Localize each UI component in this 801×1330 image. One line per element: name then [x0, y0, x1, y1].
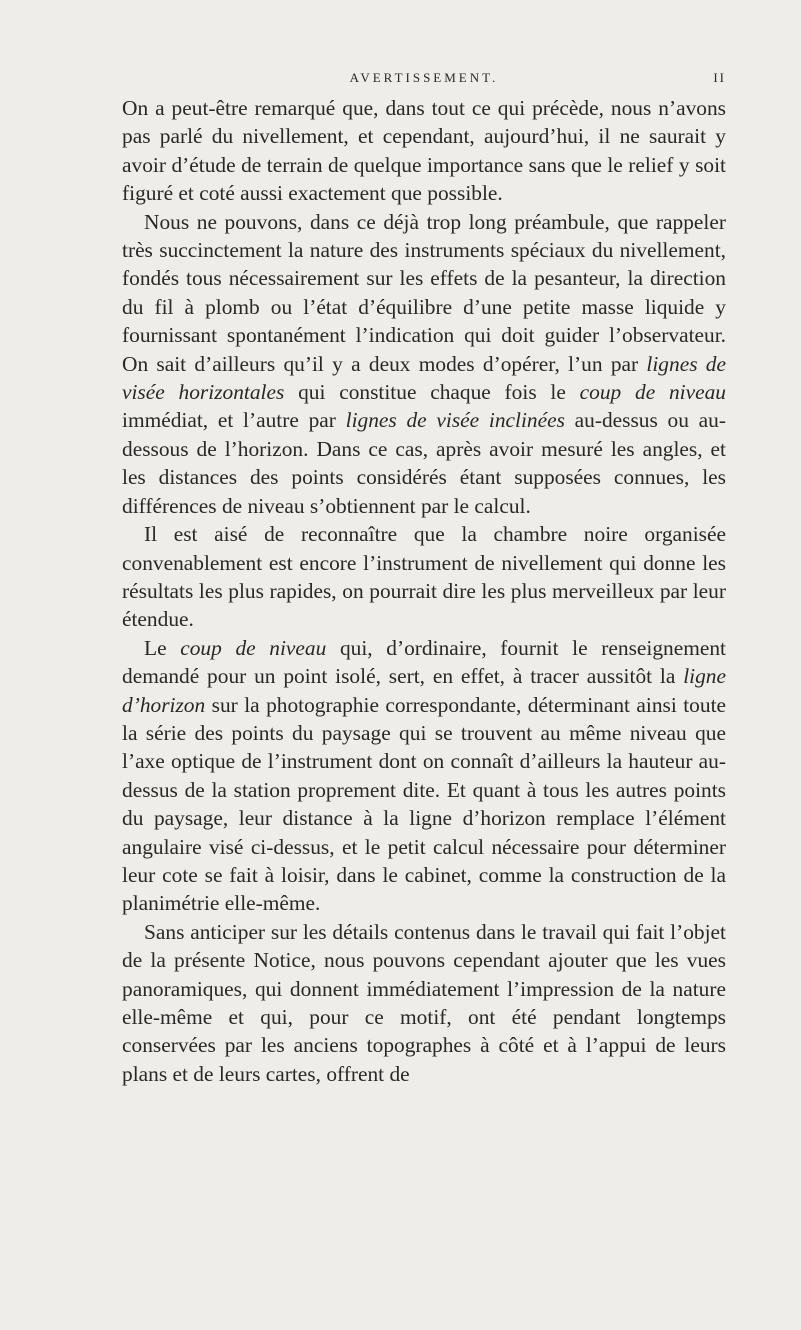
paragraph — [122, 520, 726, 634]
text-run: sur la photographie correspondante, déterminant ainsi toute la série des points du paysage qui se trouvent au même niveau que l’axe optique de l’instrument dont on connaît d’ailleurs la hauteur au-dessus de la station proprement dite. Et quant à tous les autres points du paysage, leur distance à la ligne d’horizon remplace l’élément angulaire visé ci-dessus, et le petit calcul nécessaire pour déterminer leur cote se fait à loisir, dans le cabinet, comme la construction de la planimétrie elle-même. — [122, 692, 726, 916]
italic-term: lignes de visée horizontales — [122, 351, 726, 405]
text-run: On a peut-être remarqué que, dans tout ce qui précède, nous n’avons pas parlé du nivellement, et cependant, aujourd’hui, il ne saurait y avoir d’étude de terrain de quelque importance sans que le relief y soit figuré et coté aussi exactement que possible. — [122, 96, 726, 206]
paragraph — [122, 94, 726, 208]
text-run: Nous ne pouvons, dans ce déjà trop long préambule, que rappeler très succinctement la nature des instruments spéciaux du nivellement, fondés tous nécessairement sur les effets de la pesanteur, la direction du fil à plomb ou l’état d’équilibre d’une petite masse liquide y fournissant spontanément l’indication qui doit guider l’observateur. On sait d’ailleurs qu’il y a deux modes d’opérer, l’un par — [122, 209, 726, 376]
paragraph — [122, 634, 726, 918]
text-run: immédiat, et l’autre par — [122, 408, 346, 433]
body-text — [122, 94, 726, 1088]
text-run: qui, d’ordinaire, fournit le renseignement demandé pour un point isolé, sert, en effet, à tracer aussitôt la — [122, 635, 726, 689]
italic-term: coup de niveau — [180, 635, 327, 660]
italic-term: lignes de visée inclinées — [345, 408, 565, 433]
page-header — [122, 70, 726, 90]
italic-term: coup de niveau — [579, 380, 727, 405]
text-run: au-dessus ou au-dessous de l’horizon. Dans ce cas, après avoir mesuré les angles, et les distances des points considérés étant supposées connues, les différences de niveau s’obtiennent par le calcul. — [122, 408, 726, 518]
text-run: Sans anticiper sur les détails contenus dans le travail qui fait l’objet de la présente Notice, nous pouvons cependant ajouter que les vues panoramiques, qui donnent immédiatement l’impression de la nature elle-même et qui, pour ce motif, ont été pendant longtemps conservées par les anciens topographes à côté et à l’appui de leurs plans et de leurs cartes, offrent de — [122, 919, 726, 1086]
text-run: qui constitue chaque fois le — [284, 380, 580, 405]
paragraph — [122, 208, 726, 520]
italic-term: ligne d’horizon — [122, 664, 726, 717]
text-run: Le — [144, 635, 181, 660]
paragraph — [122, 918, 726, 1088]
text-run: Il est aisé de reconnaître que la chambre noire organisée convenablement est encore l’instrument de nivellement qui donne les résultats les plus rapides, on pourrait dire les plus merveilleux par leur étendue. — [122, 522, 726, 632]
page-number: II — [713, 70, 726, 85]
running-head: AVERTISSEMENT. — [349, 70, 499, 85]
